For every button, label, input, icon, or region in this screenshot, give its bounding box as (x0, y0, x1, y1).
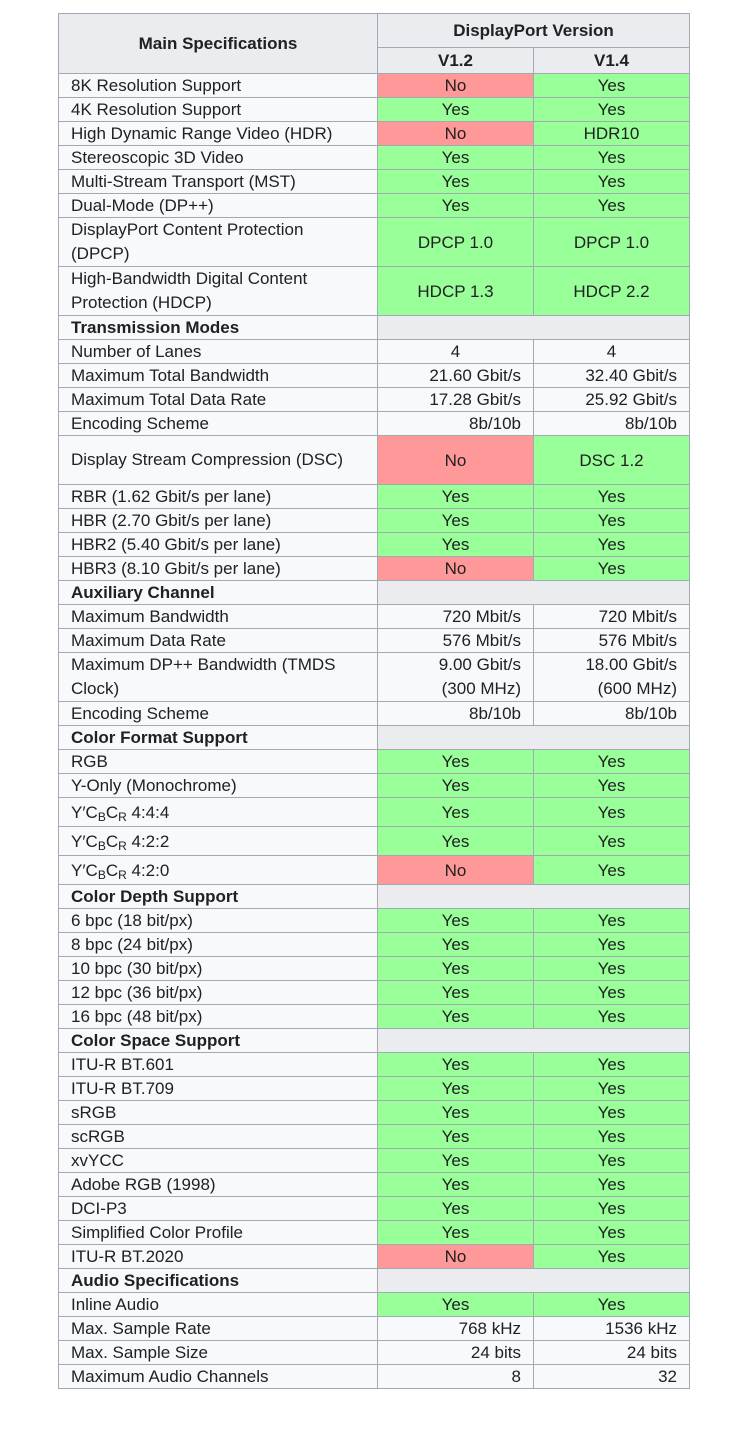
value-line: (300 MHz) (441, 679, 521, 698)
v12-value: Yes (378, 170, 534, 194)
v12-value: No (378, 122, 534, 146)
v12-value: Yes (378, 798, 534, 827)
v12-value: Yes (378, 1077, 534, 1101)
section-filler (378, 885, 690, 909)
v14-value: Yes (534, 774, 690, 798)
row-label: DisplayPort Content Protection (DPCP) (59, 218, 378, 267)
v12-value: Yes (378, 933, 534, 957)
row-label: Adobe RGB (1998) (59, 1173, 378, 1197)
v12-value: Yes (378, 1053, 534, 1077)
v14-value: Yes (534, 1173, 690, 1197)
v14-value: Yes (534, 1293, 690, 1317)
v14-value: Yes (534, 1149, 690, 1173)
v14-value: 4 (534, 340, 690, 364)
section-filler (378, 1269, 690, 1293)
table-row (59, 340, 690, 364)
table-row (59, 218, 690, 267)
section-filler (378, 316, 690, 340)
v14-value: DPCP 1.0 (534, 218, 690, 267)
v12-value: Yes (378, 909, 534, 933)
v14-value: 8b/10b (534, 702, 690, 726)
label-part: C (105, 860, 119, 880)
v12-value: Yes (378, 827, 534, 856)
table-row (59, 1077, 690, 1101)
section-title: Transmission Modes (59, 316, 378, 340)
table-row (59, 412, 690, 436)
table-row (59, 1245, 690, 1269)
row-label: Max. Sample Size (59, 1341, 378, 1365)
v14-value: HDCP 2.2 (534, 267, 690, 316)
row-label: Inline Audio (59, 1293, 378, 1317)
table-row (59, 1149, 690, 1173)
label-part: Y′C (71, 831, 98, 851)
table-row (59, 170, 690, 194)
label-part: R (118, 838, 127, 853)
v14-value: Yes (534, 194, 690, 218)
row-label: HBR2 (5.40 Gbit/s per lane) (59, 533, 378, 557)
v12-value: Yes (378, 957, 534, 981)
v12-value: DPCP 1.0 (378, 218, 534, 267)
row-label: Maximum Data Rate (59, 629, 378, 653)
section-filler (378, 726, 690, 750)
v12-value: 4 (378, 340, 534, 364)
row-label: 16 bpc (48 bit/px) (59, 1005, 378, 1029)
table-row (59, 122, 690, 146)
v12-value: HDCP 1.3 (378, 267, 534, 316)
v14-value: Yes (534, 533, 690, 557)
v14-value: Yes (534, 485, 690, 509)
row-label: ITU-R BT.601 (59, 1053, 378, 1077)
v12-value: Yes (378, 774, 534, 798)
table-row (59, 1293, 690, 1317)
v12-value: Yes (378, 1005, 534, 1029)
v14-value: Yes (534, 509, 690, 533)
table-row (59, 1197, 690, 1221)
table-row (59, 1221, 690, 1245)
row-label: Stereoscopic 3D Video (59, 146, 378, 170)
row-label: 8K Resolution Support (59, 74, 378, 98)
row-label: High Dynamic Range Video (HDR) (59, 122, 378, 146)
table-row (59, 364, 690, 388)
table-row (59, 1317, 690, 1341)
table-row (59, 605, 690, 629)
v14-value: Yes (534, 146, 690, 170)
v14-value: 8b/10b (534, 412, 690, 436)
value-line: (600 MHz) (597, 679, 677, 698)
v14-value: Yes (534, 557, 690, 581)
v12-value: Yes (378, 194, 534, 218)
row-label: Simplified Color Profile (59, 1221, 378, 1245)
v12-value: Yes (378, 1221, 534, 1245)
label-part: B (97, 867, 106, 882)
table-body (59, 74, 690, 1389)
v12-value: Yes (378, 981, 534, 1005)
table-row (59, 1005, 690, 1029)
section-filler (378, 1029, 690, 1053)
v12-value: No (378, 856, 534, 885)
section-title: Color Depth Support (59, 885, 378, 909)
label-part: R (118, 809, 127, 824)
v12-value: No (378, 74, 534, 98)
table-row (59, 933, 690, 957)
v14-value: Yes (534, 957, 690, 981)
v14-value: HDR10 (534, 122, 690, 146)
table-row (59, 909, 690, 933)
v14-value: Yes (534, 798, 690, 827)
row-label: 6 bpc (18 bit/px) (59, 909, 378, 933)
v12-value: 576 Mbit/s (378, 629, 534, 653)
section-filler (378, 581, 690, 605)
version-v14-header: V1.4 (534, 48, 690, 74)
row-label: sRGB (59, 1101, 378, 1125)
v14-value: 720 Mbit/s (534, 605, 690, 629)
v12-value: Yes (378, 1197, 534, 1221)
row-label: RBR (1.62 Gbit/s per lane) (59, 485, 378, 509)
label-part: C (105, 802, 119, 822)
section-row (59, 1269, 690, 1293)
table-row (59, 1173, 690, 1197)
table-row (59, 1053, 690, 1077)
table-row (59, 629, 690, 653)
table-row (59, 388, 690, 412)
table-row (59, 509, 690, 533)
row-label: HBR (2.70 Gbit/s per lane) (59, 509, 378, 533)
value-line: 18.00 Gbit/s (585, 655, 677, 674)
row-label: Encoding Scheme (59, 702, 378, 726)
v14-value: Yes (534, 856, 690, 885)
label-part: B (97, 838, 106, 853)
row-label: Maximum Total Data Rate (59, 388, 378, 412)
section-row (59, 885, 690, 909)
table-row (59, 436, 690, 485)
label-part: B (97, 809, 106, 824)
table-row (59, 98, 690, 122)
v12-value: 8 (378, 1365, 534, 1389)
displayport-spec-table (58, 13, 690, 1389)
section-title: Auxiliary Channel (59, 581, 378, 605)
row-label: Multi-Stream Transport (MST) (59, 170, 378, 194)
table-header (59, 14, 690, 74)
row-label: Maximum Total Bandwidth (59, 364, 378, 388)
label-part: 4:2:2 (126, 831, 170, 851)
row-label (59, 827, 378, 856)
v14-value: Yes (534, 1077, 690, 1101)
label-part: C (105, 831, 119, 851)
v14-value: Yes (534, 1125, 690, 1149)
label-part: 4:4:4 (126, 802, 170, 822)
table-row (59, 1101, 690, 1125)
row-label: xvYCC (59, 1149, 378, 1173)
table-row (59, 557, 690, 581)
v14-value: Yes (534, 750, 690, 774)
value-line: 9.00 Gbit/s (438, 655, 521, 674)
v12-value (378, 653, 534, 702)
row-label (59, 856, 378, 885)
v14-value (534, 653, 690, 702)
label-part: Y′C (71, 860, 98, 880)
section-row (59, 581, 690, 605)
v12-value: No (378, 436, 534, 485)
v12-value: 21.60 Gbit/s (378, 364, 534, 388)
section-title: Color Space Support (59, 1029, 378, 1053)
v14-value: 32.40 Gbit/s (534, 364, 690, 388)
label-part: R (118, 867, 127, 882)
table-row (59, 856, 690, 885)
section-title: Audio Specifications (59, 1269, 378, 1293)
row-label: Maximum Bandwidth (59, 605, 378, 629)
v12-value: No (378, 557, 534, 581)
row-label: ITU-R BT.709 (59, 1077, 378, 1101)
row-label (59, 798, 378, 827)
row-label: Maximum DP++ Bandwidth (TMDS Clock) (59, 653, 378, 702)
section-row (59, 1029, 690, 1053)
v12-value: Yes (378, 1125, 534, 1149)
v12-value: Yes (378, 1101, 534, 1125)
row-label: Maximum Audio Channels (59, 1365, 378, 1389)
v12-value: No (378, 1245, 534, 1269)
v14-value: 24 bits (534, 1341, 690, 1365)
row-label: Display Stream Compression (DSC) (59, 436, 378, 485)
v14-value: Yes (534, 827, 690, 856)
row-label: Encoding Scheme (59, 412, 378, 436)
v14-value: 1536 kHz (534, 1317, 690, 1341)
v12-value: 720 Mbit/s (378, 605, 534, 629)
row-label: ITU-R BT.2020 (59, 1245, 378, 1269)
table-row (59, 1125, 690, 1149)
v14-value: Yes (534, 1245, 690, 1269)
row-label: Dual-Mode (DP++) (59, 194, 378, 218)
v12-value: 8b/10b (378, 702, 534, 726)
label-part: Y′C (71, 802, 98, 822)
row-label: 10 bpc (30 bit/px) (59, 957, 378, 981)
version-v12-header: V1.2 (378, 48, 534, 74)
v14-value: DSC 1.2 (534, 436, 690, 485)
v12-value: Yes (378, 146, 534, 170)
displayport-version-header: DisplayPort Version (378, 14, 690, 48)
section-row (59, 726, 690, 750)
v14-value: Yes (534, 1005, 690, 1029)
v12-value: Yes (378, 1293, 534, 1317)
row-label: RGB (59, 750, 378, 774)
v14-value: 25.92 Gbit/s (534, 388, 690, 412)
v12-value: Yes (378, 509, 534, 533)
row-label: scRGB (59, 1125, 378, 1149)
table-row (59, 1365, 690, 1389)
table-row (59, 533, 690, 557)
row-label: High-Bandwidth Digital Content Protection (HDCP) (59, 267, 378, 316)
section-title: Color Format Support (59, 726, 378, 750)
v12-value: 24 bits (378, 1341, 534, 1365)
table-row (59, 267, 690, 316)
row-label: Y-Only (Monochrome) (59, 774, 378, 798)
table-row (59, 146, 690, 170)
table-row (59, 194, 690, 218)
row-label: Number of Lanes (59, 340, 378, 364)
table-row (59, 653, 690, 702)
table-row (59, 485, 690, 509)
v14-value: Yes (534, 74, 690, 98)
table-row (59, 827, 690, 856)
table-row (59, 702, 690, 726)
v12-value: 17.28 Gbit/s (378, 388, 534, 412)
v14-value: Yes (534, 98, 690, 122)
table-row (59, 957, 690, 981)
v14-value: Yes (534, 170, 690, 194)
v12-value: Yes (378, 1149, 534, 1173)
v14-value: Yes (534, 1197, 690, 1221)
v12-value: 768 kHz (378, 1317, 534, 1341)
v12-value: Yes (378, 750, 534, 774)
table-row (59, 981, 690, 1005)
v14-value: Yes (534, 909, 690, 933)
label-part: 4:2:0 (126, 860, 170, 880)
row-label: DCI-P3 (59, 1197, 378, 1221)
table-row (59, 74, 690, 98)
v14-value: Yes (534, 1053, 690, 1077)
table-row (59, 798, 690, 827)
table-row (59, 750, 690, 774)
table-row (59, 774, 690, 798)
v14-value: Yes (534, 933, 690, 957)
v12-value: Yes (378, 485, 534, 509)
v12-value: Yes (378, 98, 534, 122)
v14-value: Yes (534, 1101, 690, 1125)
table-row (59, 1341, 690, 1365)
row-label: HBR3 (8.10 Gbit/s per lane) (59, 557, 378, 581)
v12-value: 8b/10b (378, 412, 534, 436)
main-specifications-header: Main Specifications (59, 14, 378, 74)
row-label: 12 bpc (36 bit/px) (59, 981, 378, 1005)
row-label: 4K Resolution Support (59, 98, 378, 122)
v14-value: Yes (534, 1221, 690, 1245)
v14-value: 576 Mbit/s (534, 629, 690, 653)
v12-value: Yes (378, 1173, 534, 1197)
row-label: Max. Sample Rate (59, 1317, 378, 1341)
v14-value: Yes (534, 981, 690, 1005)
v12-value: Yes (378, 533, 534, 557)
v14-value: 32 (534, 1365, 690, 1389)
section-row (59, 316, 690, 340)
row-label: 8 bpc (24 bit/px) (59, 933, 378, 957)
